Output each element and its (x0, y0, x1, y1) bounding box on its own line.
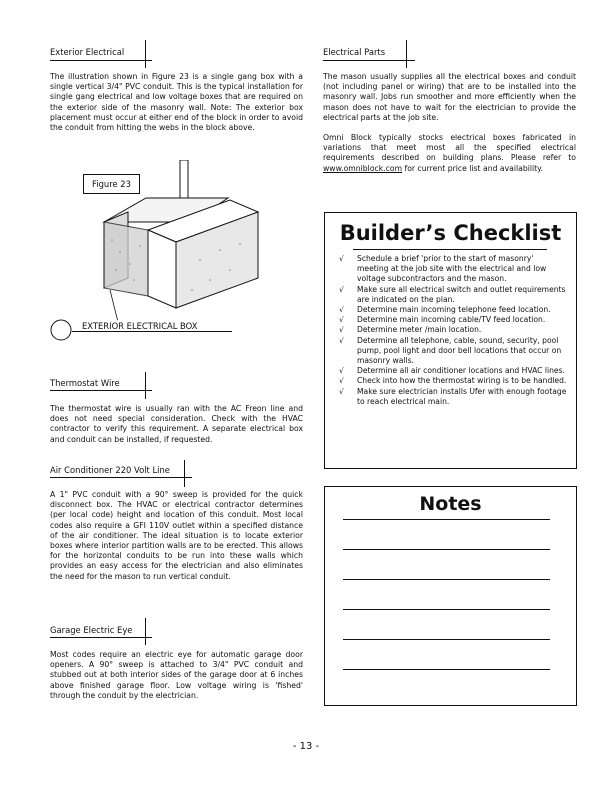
omniblock-website-link[interactable]: www.omniblock.com (323, 163, 403, 173)
garage-electric-eye-text (50, 650, 303, 701)
note-line (343, 639, 550, 640)
checklist-item (339, 376, 567, 386)
electrical-parts-text (323, 72, 576, 174)
heading-rule (50, 637, 152, 638)
air-conditioner-heading: Air Conditioner 220 Volt Line (50, 465, 170, 475)
checklist-title-rule (353, 249, 547, 250)
air-conditioner-text (50, 490, 303, 582)
checklist-item (339, 336, 567, 367)
checklist-items (339, 254, 567, 407)
exterior-electrical-paragraph: The illustration shown in Figure 23 is a single gang box with a single vertical 3/4" PVC conduit. This is the typical installation for single gang electrical and low voltage boxes that are required on the exterior side of the masonry wall. Note: The exterior box placement must occur at either end of the block in order to avoid the conduit from hitting the webs in the block above. (50, 72, 303, 133)
checklist-item-text: Determine main incoming cable/TV feed location. (357, 315, 546, 325)
checklist-item-text: Check into how the thermostat wiring is to be handled. (357, 376, 567, 386)
note-line (343, 579, 550, 580)
heading-tick (145, 40, 146, 68)
exterior-electrical-text (50, 72, 303, 133)
checkmark-icon: √ (339, 325, 344, 335)
heading-tick (184, 460, 185, 487)
checklist-item (339, 254, 567, 285)
caption-rule (72, 331, 232, 332)
checklist-item-text: Determine all telephone, cable, sound, security, pool pump, pool light and door bell locations that occur on masonry walls. (357, 335, 562, 366)
heading-tick (145, 372, 146, 399)
heading-rule (50, 390, 152, 391)
exterior-electrical-box-illustration (100, 160, 260, 320)
notes-box (324, 486, 577, 706)
checklist-item-text: Make sure electrician installs Ufer with enough footage to reach electrical main. (357, 386, 567, 406)
electrical-parts-text-a: Omni Block typically stocks electrical boxes fabricated in variations that meet most all the specified electrical requirements described on building plans. Please refer to (323, 133, 576, 163)
heading-tick (145, 618, 146, 645)
electrical-parts-text-b: for current price list and availability. (402, 163, 544, 173)
figure-caption: EXTERIOR ELECTRICAL BOX (82, 321, 198, 331)
checklist-item (339, 366, 567, 376)
garage-electric-eye-heading: Garage Electric Eye (50, 625, 133, 635)
checklist-item (339, 387, 567, 407)
electrical-parts-heading: Electrical Parts (323, 47, 386, 57)
garage-electric-eye-paragraph: Most codes require an electric eye for automatic garage door openers. A 90° sweep is attached to 3/4" PVC conduit and stubbed out at both interior sides of the garage door at 6 inches above finished garage floor. Low voltage wiring is 'fished' through the conduit by the electrician. (50, 650, 303, 700)
thermostat-wire-text (50, 404, 303, 445)
note-line (343, 669, 550, 670)
electrical-parts-paragraph-1: The mason usually supplies all the electrical boxes and conduit (not including panel or wiring) that are to be installed into the masonry wall. Jobs run smoother and more efficiently when the mason does not have to wait for the electrician to provide the electrical parts at the job site. (323, 72, 576, 122)
note-line (343, 519, 550, 520)
checkmark-icon: √ (339, 376, 344, 386)
caption-circle-icon (49, 318, 73, 342)
thermostat-wire-paragraph: The thermostat wire is usually ran with the AC Freon line and does not need special consideration. Check with the HVAC contractor to verify this requirement. A separate electrical box and conduit can be installed, if requested. (50, 404, 303, 444)
builders-checklist-title: Builder’s Checklist (339, 221, 562, 245)
checkmark-icon: √ (339, 284, 344, 294)
checkmark-icon: √ (339, 315, 344, 325)
checklist-item (339, 325, 567, 335)
checklist-item (339, 285, 567, 305)
checklist-item (339, 315, 567, 325)
exterior-electrical-heading: Exterior Electrical (50, 47, 125, 57)
checklist-item-text: Determine main incoming telephone feed location. (357, 305, 551, 315)
checkmark-icon: √ (339, 335, 344, 345)
checkmark-icon: √ (339, 366, 344, 376)
checklist-item-text: Make sure all electrical switch and outlet requirements are indicated on the plan. (357, 284, 566, 304)
electrical-parts-paragraph-2 (323, 133, 576, 174)
checkmark-icon: √ (339, 386, 344, 396)
checklist-item-text: Determine all air conditioner locations and HVAC lines. (357, 366, 565, 376)
heading-tick (406, 40, 407, 68)
checkmark-icon: √ (339, 305, 344, 315)
note-line (343, 549, 550, 550)
note-line (343, 609, 550, 610)
checklist-item-text: Determine meter /main location. (357, 325, 482, 335)
checkmark-icon: √ (339, 254, 344, 263)
checklist-item-text: Schedule a brief 'prior to the start of masonry' meeting at the job site with the electrical and low voltage subcontractors and the mason. (357, 254, 547, 284)
notes-title: Notes (419, 493, 482, 515)
figure-label: Figure 23 (83, 174, 140, 194)
page-number: - 13 - (292, 741, 320, 752)
air-conditioner-paragraph: A 1" PVC conduit with a 90° sweep is provided for the quick disconnect box. The HVAC or electrical contractor determines (per local code) height and location of this conduit. Most local codes also require a GFI 110V outlet within a specified distance of the air conditioner. The ideal situation is to locate exterior boxes where interior partition walls are to be erected. This allows for the horizontal conduits to be run into these walls which provides an easy access for the electrician and also eliminates the need for the mason to run vertical conduit. (50, 490, 303, 581)
builders-checklist-box (324, 212, 577, 469)
checklist-item (339, 305, 567, 315)
thermostat-wire-heading: Thermostat Wire (50, 378, 120, 388)
heading-rule (50, 60, 152, 61)
heading-rule (50, 477, 192, 478)
heading-rule (323, 60, 415, 61)
